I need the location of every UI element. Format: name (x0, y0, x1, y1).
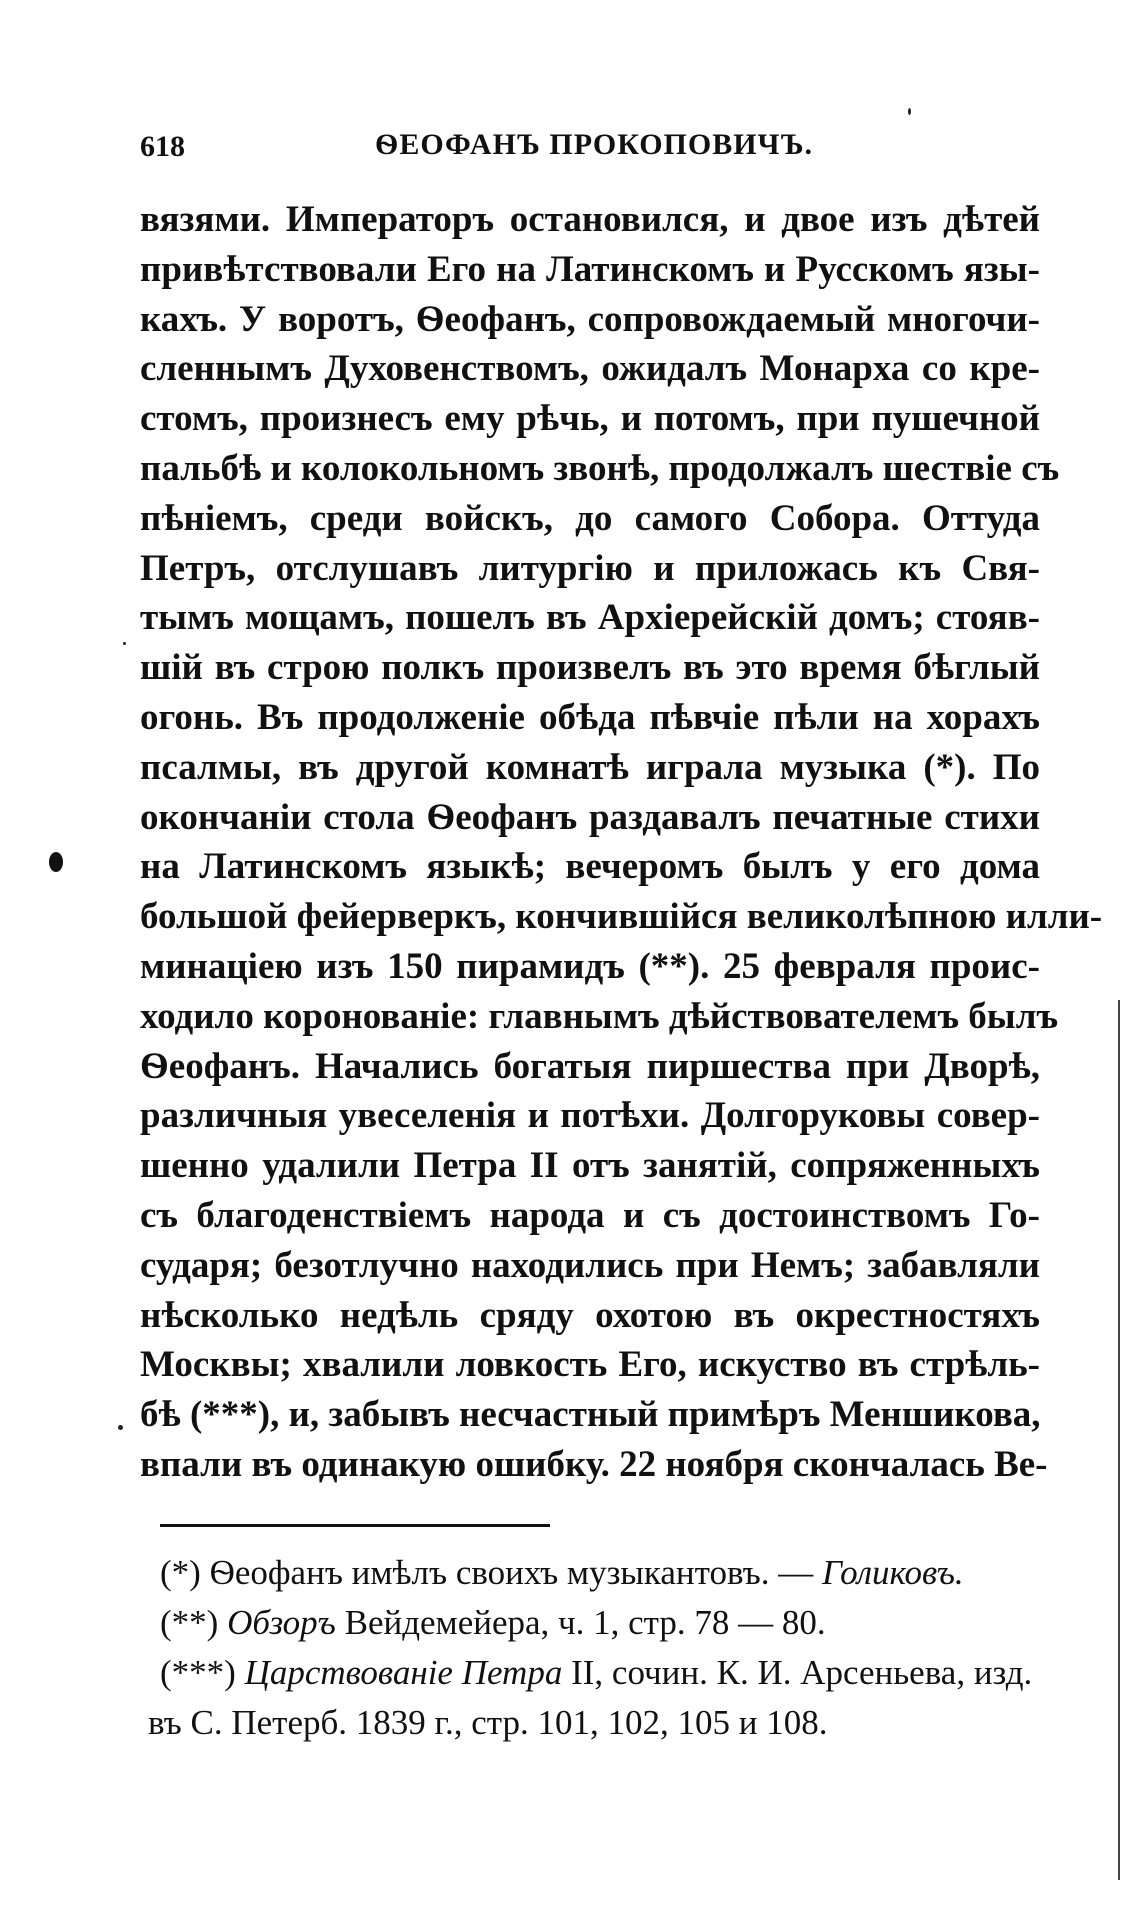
footnote-3 (160, 1648, 1060, 1698)
text-line: вязями. Императоръ остановился, и двое изъ дѣтей (140, 199, 1040, 240)
footnote-mark: (***) (160, 1653, 236, 1692)
text-line: сударя; безотлучно находились при Немъ; забавляли (140, 1244, 1040, 1286)
text-line: шій въ строю полкъ произвелъ въ это время бѣглый (140, 647, 1040, 689)
text-line: нѣсколько недѣль сряду охотою въ окрестностяхъ (140, 1294, 1040, 1336)
footnote-divider (160, 1524, 550, 1527)
footnote-2 (160, 1598, 1060, 1648)
margin-speck (908, 108, 911, 115)
text-line: на Латинскомъ языкѣ; вечеромъ былъ у его дома (140, 846, 1040, 888)
footnotes (148, 1548, 1060, 1748)
running-title: ѲЕОФАНЪ ПРОКОПОВИЧЪ. (375, 128, 814, 161)
text-line: пѣніемъ, среди войскъ, до самого Собора. Оттуда (140, 497, 1040, 539)
text-line: сленнымъ Духовенствомъ, ожидалъ Монарха со кре- (140, 348, 1040, 390)
margin-speck (118, 1425, 123, 1430)
margin-ink-dot (49, 852, 63, 872)
text-line: стомъ, произнесъ ему рѣчь, и потомъ, при пушечной (140, 398, 1040, 440)
text-line: Петръ, отслушавъ литургію и приложась къ Свя- (140, 547, 1040, 589)
text-line: шенно удалили Петра II отъ занятій, сопряженныхъ (140, 1145, 1040, 1187)
text-line: Москвы; хвалили ловкость Его, искуство въ стрѣль- (140, 1344, 1040, 1386)
footnote-text: Ѳеофанъ имѣлъ своихъ музыкантовъ. — (209, 1553, 822, 1592)
text-line: Ѳеофанъ. Начались богатыя пиршества при Дворѣ, (140, 1045, 1040, 1087)
footnote-source: Голиковъ. (822, 1553, 964, 1592)
body-text (140, 195, 1103, 1490)
page-number: 618 (140, 130, 185, 163)
text-line: большой фейерверкъ, кончившійся великолѣпною илли- (140, 896, 1103, 938)
page-header (140, 120, 1040, 170)
text-line: пальбѣ и колокольномъ звонѣ, продолжалъ шествіе съ (140, 447, 1060, 489)
footnote-3-continuation: въ С. Петерб. 1839 г., стр. 101, 102, 105 и 108. (148, 1703, 828, 1742)
footnote-mark: (**) (160, 1603, 219, 1642)
text-line: привѣтствовали Его на Латинскомъ и Русскомъ язы- (140, 248, 1040, 290)
text-line: впали въ одинакую ошибку. 22 ноября скончалась Ве- (140, 1443, 1048, 1485)
footnote-text: II, сочин. К. И. Арсеньева, изд. (562, 1653, 1033, 1692)
text-line: бѣ (***), и, забывъ несчастный примѣръ Меншикова, (140, 1394, 1041, 1436)
page-edge-line (1118, 1000, 1120, 1880)
footnote-text: Вейдемейера, ч. 1, стр. 78 — 80. (335, 1603, 826, 1642)
text-line: огонь. Въ продолженіе обѣда пѣвчіе пѣли на хорахъ (140, 696, 1040, 738)
margin-speck (123, 642, 126, 645)
text-line: окончаніи стола Ѳеофанъ раздавалъ печатные стихи (140, 796, 1040, 838)
text-line: ходило коронованіе: главнымъ дѣйствователемъ былъ (140, 995, 1059, 1037)
text-line: тымъ мощамъ, пошелъ въ Архіерейскій домъ; стояв- (140, 597, 1040, 639)
footnote-source: Царствованіе Петра (244, 1653, 563, 1692)
text-line: псалмы, въ другой комнатѣ играла музыка (*). По (140, 746, 1040, 788)
text-line: различныя увеселенія и потѣхи. Долгоруковы совер- (140, 1095, 1040, 1137)
text-line: съ благоденствіемъ народа и съ достоинствомъ Го- (140, 1194, 1040, 1236)
text-line: кахъ. У воротъ, Ѳеофанъ, сопровождаемый многочи- (140, 298, 1040, 340)
footnote-mark: (*) (160, 1553, 201, 1592)
footnote-1 (160, 1548, 1060, 1598)
text-line: минаціею изъ 150 пирамидъ (**). 25 февраля проис- (140, 945, 1040, 987)
footnote-source: Обзоръ (227, 1603, 336, 1642)
